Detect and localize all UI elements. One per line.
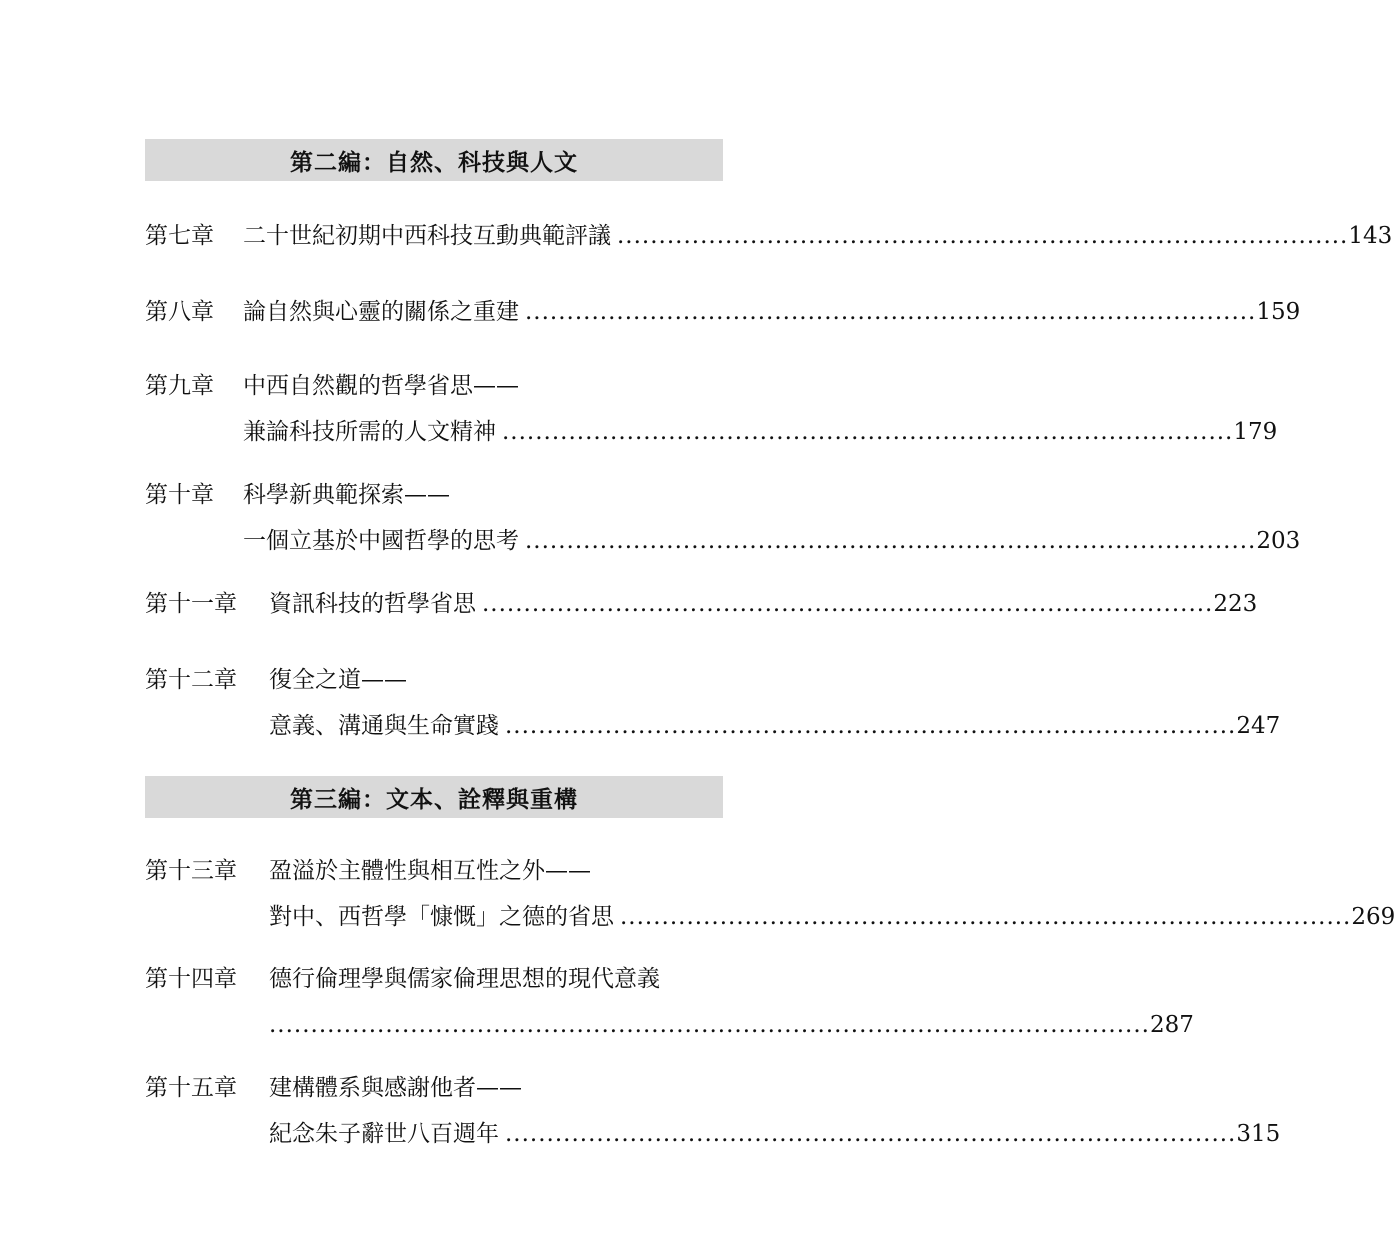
page-number: 179 — [1233, 419, 1278, 445]
page-number: 159 — [1256, 299, 1301, 325]
page-number: 223 — [1213, 591, 1258, 617]
chapter-title: 二十世紀初期中西科技互動典範評議 — [243, 223, 611, 249]
part-2-header — [145, 139, 723, 181]
chapter-title: 科學新典範探索—— — [243, 482, 450, 508]
chapter-subtitle: 意義、溝通與生命實踐 — [269, 713, 499, 739]
toc-entry-ch8 — [145, 294, 1301, 330]
chapter-subtitle: 紀念朱子辭世八百週年 — [269, 1121, 499, 1147]
chapter-title: 建構體系與感謝他者—— — [269, 1075, 522, 1101]
toc-entry-ch13 — [145, 853, 1395, 935]
part-3-title: 第三編：文本、詮釋與重構 — [290, 786, 578, 813]
chapter-subtitle: 兼論科技所需的人文精神 — [243, 419, 496, 445]
chapter-title: 資訊科技的哲學省思 — [269, 591, 476, 617]
chapter-label: 第十二章 — [145, 667, 237, 693]
leader-dots: .......................................................................................................... — [269, 1012, 1150, 1038]
chapter-label: 第十四章 — [145, 966, 237, 992]
leader-dots: ........................................................................................ — [525, 299, 1257, 325]
page-number: 287 — [1149, 1012, 1194, 1038]
chapter-label: 第十一章 — [145, 591, 237, 617]
chapter-title: 中西自然觀的哲學省思—— — [243, 373, 519, 399]
toc-entry-ch7 — [145, 218, 1393, 254]
leader-dots: ........................................................................................ — [482, 591, 1214, 617]
chapter-label: 第十五章 — [145, 1075, 237, 1101]
leader-dots: ........................................................................................ — [617, 223, 1349, 249]
chapter-label: 第十三章 — [145, 858, 237, 884]
chapter-title: 論自然與心靈的關係之重建 — [243, 299, 519, 325]
leader-dots: ........................................................................................ — [502, 419, 1234, 445]
chapter-label: 第八章 — [145, 299, 214, 325]
chapter-label: 第七章 — [145, 223, 214, 249]
toc-entry-ch14 — [145, 961, 1194, 1043]
page-number: 315 — [1236, 1121, 1281, 1147]
page-number: 203 — [1256, 528, 1301, 554]
chapter-label: 第十章 — [145, 482, 214, 508]
page-number: 143 — [1348, 223, 1393, 249]
toc-entry-ch9 — [145, 368, 1278, 450]
chapter-title: 德行倫理學與儒家倫理思想的現代意義 — [269, 966, 660, 992]
chapter-subtitle: 對中、西哲學「慷慨」之德的省思 — [269, 904, 614, 930]
leader-dots: ........................................................................................ — [505, 1121, 1237, 1147]
toc-entry-ch10 — [145, 477, 1301, 559]
chapter-label: 第九章 — [145, 373, 214, 399]
toc-entry-ch12 — [145, 662, 1281, 744]
part-3-header — [145, 776, 723, 818]
chapter-title: 復全之道—— — [269, 667, 407, 693]
page-number: 269 — [1351, 904, 1395, 930]
leader-dots: ........................................................................................ — [620, 904, 1352, 930]
page-number: 247 — [1236, 713, 1281, 739]
chapter-title: 盈溢於主體性與相互性之外—— — [269, 858, 591, 884]
leader-dots: ........................................................................................ — [525, 528, 1257, 554]
part-2-title: 第二編：自然、科技與人文 — [290, 149, 578, 176]
toc-entry-ch15 — [145, 1070, 1281, 1152]
leader-dots: ........................................................................................ — [505, 713, 1237, 739]
toc-entry-ch11 — [145, 586, 1258, 622]
chapter-subtitle: 一個立基於中國哲學的思考 — [243, 528, 519, 554]
